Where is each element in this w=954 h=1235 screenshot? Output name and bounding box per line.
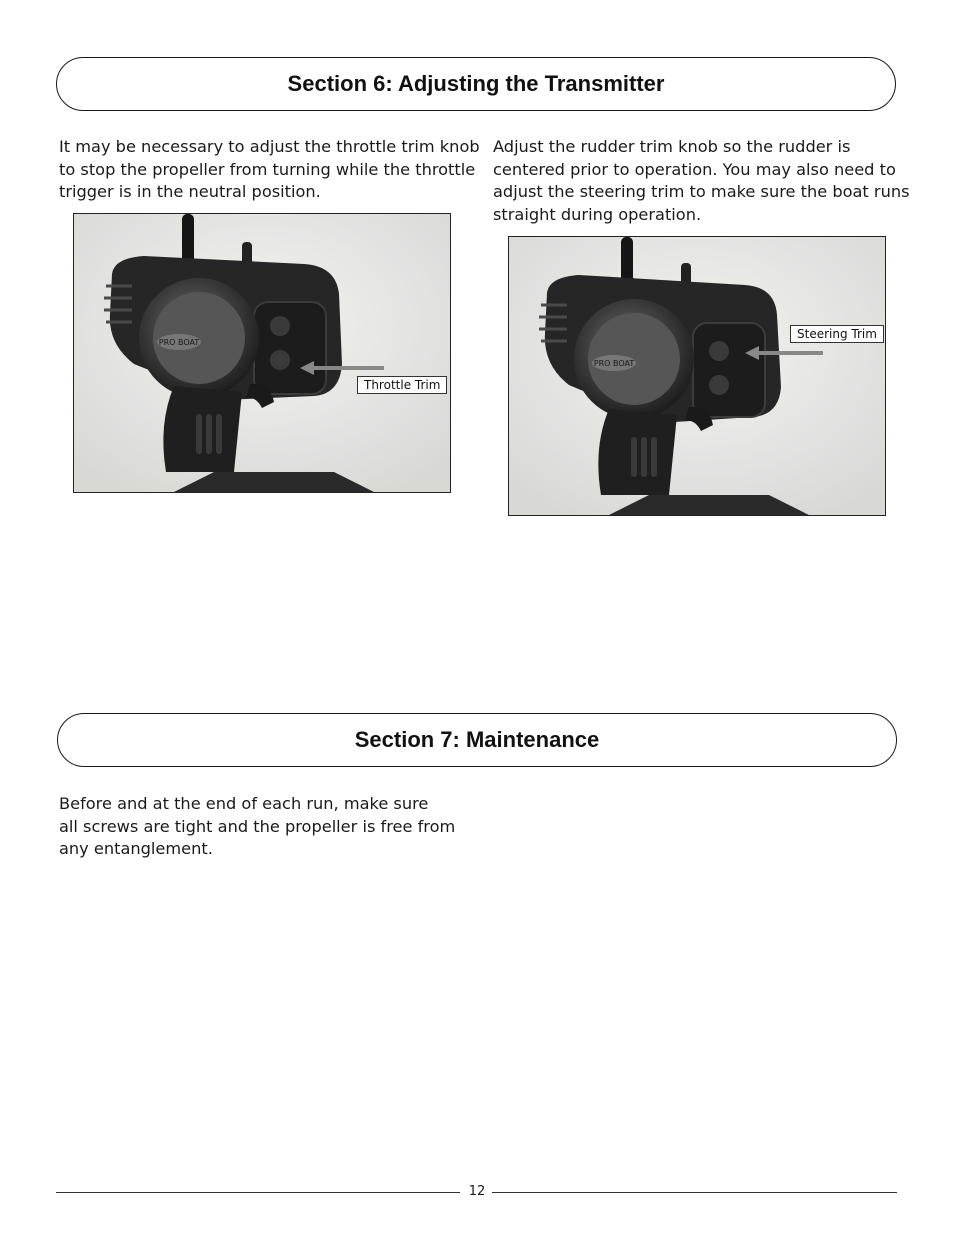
throttle-trim-callout: Throttle Trim: [357, 376, 447, 394]
throttle-trim-paragraph: [59, 136, 480, 204]
section-6-header: [56, 57, 896, 111]
text-line: adjust the steering trim to make sure the boat runs: [493, 182, 910, 202]
rudder-trim-paragraph: [493, 136, 910, 227]
transmitter-illustration: [509, 237, 885, 515]
footer-rule-right: [492, 1192, 897, 1193]
text-line: centered prior to operation. You may also need to: [493, 159, 896, 179]
section-6-title: Section 6: Adjusting the Transmitter: [287, 71, 665, 96]
text-line: It may be necessary to adjust the throttle trim knob: [59, 137, 480, 156]
text-line: Adjust the rudder trim knob so the rudder is: [493, 137, 851, 156]
section-7-title: Section 7: Maintenance: [354, 727, 600, 752]
text-line: all screws are tight and the propeller is free from: [59, 816, 456, 836]
transmitter-photo-throttle: [73, 213, 451, 493]
text-line: straight during operation.: [493, 205, 702, 225]
text-line: Before and at the end of each run, make sure: [59, 794, 429, 813]
text-line: trigger is in the neutral position.: [59, 182, 321, 202]
steering-trim-callout: Steering Trim: [790, 325, 884, 343]
text-line: any entanglement.: [59, 839, 213, 859]
section-7-header: [57, 713, 897, 767]
pro-boat-logo: PRO BOAT: [158, 338, 200, 347]
text-line: to stop the propeller from turning while the throttle: [59, 159, 476, 179]
page-number: 12: [468, 1184, 486, 1199]
transmitter-photo-steering: [508, 236, 886, 516]
maintenance-paragraph: [59, 793, 455, 861]
transmitter-illustration: [74, 214, 450, 492]
pro-boat-logo: PRO BOAT: [593, 359, 635, 368]
footer-rule-left: [56, 1192, 460, 1193]
